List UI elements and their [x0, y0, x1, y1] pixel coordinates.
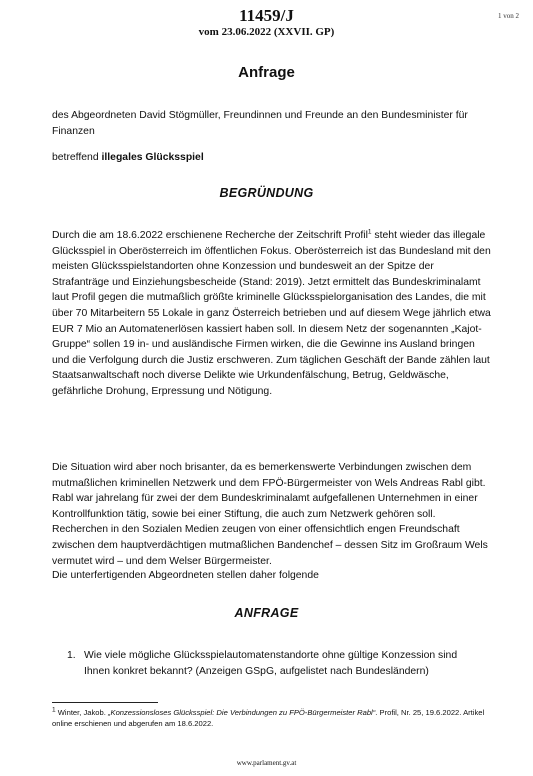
closing-statement: Die unterfertigenden Abgeordneten stellen daher folgende	[52, 570, 319, 581]
footer-url: www.parlament.gv.at	[236, 759, 297, 767]
footnote-divider	[52, 702, 158, 703]
request-heading: ANFRAGE	[234, 606, 299, 620]
footnote	[52, 707, 492, 729]
footnote-author: Winter, Jakob.	[55, 708, 108, 717]
question-number: 1.	[67, 650, 76, 661]
document-date: vom 23.06.2022 (XXVII. GP)	[198, 26, 335, 38]
page-title: Anfrage	[238, 64, 295, 81]
footnote-marker: 1	[52, 706, 56, 714]
reasoning-paragraph-1	[52, 228, 492, 400]
footnote-source: . Profil, Nr. 25, 19.6.2022. Artikel online erschienen und abgerufen am 18.6.2022.	[52, 708, 485, 728]
regarding-line	[52, 150, 492, 166]
document-number: 11459/J	[239, 6, 294, 25]
question-text: Wie viele mögliche Glücksspielautomatenstandorte ohne gültige Konzession sind Ihnen konkret bekannt? (Anzeigen GSpG, aufgelistet nach Bundesländern)	[84, 650, 458, 677]
page-indicator: 1 von 2	[498, 12, 519, 20]
regarding-prefix: betreffend	[52, 152, 102, 163]
footnote-reference: 1	[367, 228, 372, 236]
reasoning-paragraph-1-rest: steht wieder das illegale Glücksspiel in Oberösterreich im öffentlichen Fokus. Oberösterreich ist das Bundesland mit den meisten Glücksspielstandorten ohne Konzession und bundesweit an der Spitze der Strafanträge und Einziehungsbescheide (Stand: 2019). Jetzt ermittelt das Bundeskriminalamt laut Profil gegen die mutmaßlich größte kriminelle Glücksspielorganisation des Landes, die mit über 70 Mitarbeitern 55 Lokale in ganz Österreich betrieben und auf diesem Wege jährlich etwa EUR 7 Mio an Automatenerlösen kassiert haben soll. In diesem Netz der sogenannten „Kajot-Gruppe“ sollen 19 in- und ausländische Firmen wirken, die die Gewinne ins Ausland bringen und die Verfolgung durch die Justiz erschweren. Zum täglichen Geschäft der Bande zählen laut Staatsanwaltschaft noch diverse Delikte wie Urkundenfälschung, Betrug, Geldwäsche, gefährliche Drohung, Erpressung und Nötigung.	[52, 230, 491, 397]
reasoning-heading: BEGRÜNDUNG	[219, 186, 314, 200]
regarding-subject: illegales Glücksspiel	[101, 152, 204, 163]
reasoning-paragraph-2: Die Situation wird aber noch brisanter, da es bemerkenswerte Verbindungen zwischen dem mutmaßlichen kriminellen Netzwerk und dem FPÖ-Bürgermeister von Wels Andreas Rabl gibt. Rabl war jahrelang für zwei der dem Bundeskriminalamt aufgefallenen Unternehmen in einer Kontrollfunktion tätig, sowie bei einer Stiftung, die auch zum Netzwerk gehören soll. Recherchen in den Sozialen Medien zeugen von einer offensichtlich engen Freundschaft zwischen dem hauptverdächtigen mutmaßlichen Bandenchef – dessen Sitz im Großraum Wels vermutet wird – und dem Welser Bürgermeister.	[52, 462, 488, 567]
question-list	[52, 648, 492, 696]
reasoning-paragraph-1-start: Durch die am 18.6.2022 erschienene Recherche der Zeitschrift Profil	[52, 230, 368, 241]
intro-paragraph: des Abgeordneten David Stögmüller, Freundinnen und Freunde an den Bundesminister für Finanzen	[52, 110, 468, 137]
question-item	[52, 648, 492, 696]
footnote-article-title: „Konzessionsloses Glücksspiel: Die Verbindungen zu FPÖ-Bürgermeister Rabl“	[107, 708, 376, 717]
